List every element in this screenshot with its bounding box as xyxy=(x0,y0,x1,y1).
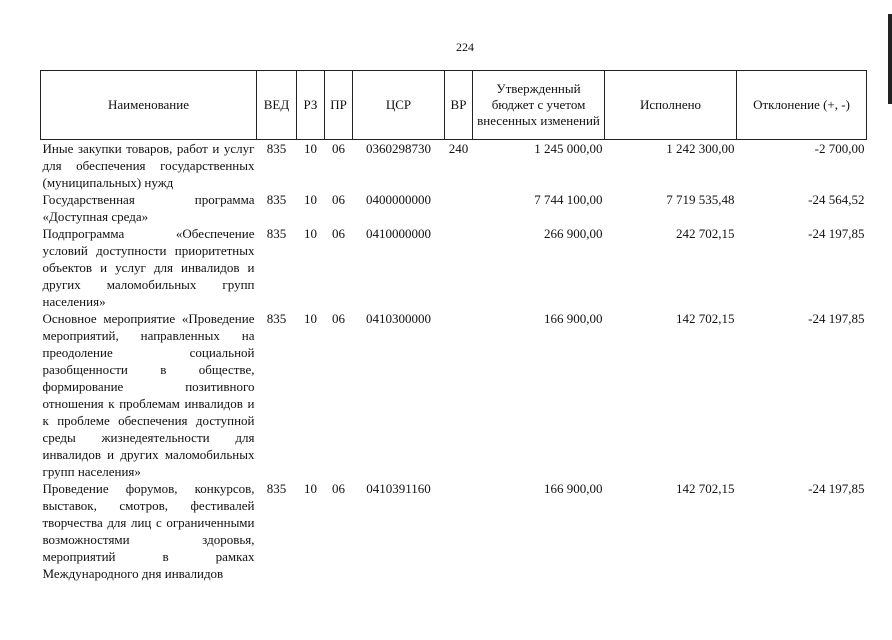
row-vr xyxy=(445,191,473,225)
row-ved: 835 xyxy=(266,192,287,207)
page-edge-mark xyxy=(888,14,892,104)
row-ved: 835 xyxy=(266,311,287,326)
row-executed: 242 702,15 xyxy=(676,226,735,241)
header-name: Наименование xyxy=(41,71,257,140)
row-pr: 06 xyxy=(332,192,345,207)
header-ved: ВЕД xyxy=(257,71,297,140)
row-approved: 1 245 000,00 xyxy=(534,141,603,156)
header-csr: ЦСР xyxy=(353,71,445,140)
row-rz: 10 xyxy=(304,481,317,496)
row-name: Проведение форумов, конкурсов, выставок, смотров, фестивалей творчества для лиц с ограниченными возможностями здоровья, мероприятий в рамках Международного дня инвалидов xyxy=(42,481,255,581)
row-ved: 835 xyxy=(266,481,287,496)
header-vr: ВР xyxy=(445,71,473,140)
row-rz: 10 xyxy=(304,192,317,207)
row-vr xyxy=(445,310,473,480)
row-csr: 0410391160 xyxy=(366,481,431,496)
row-executed: 1 242 300,00 xyxy=(666,141,735,156)
table-row xyxy=(41,310,867,480)
row-approved: 166 900,00 xyxy=(544,481,603,496)
header-approved: Утвержденный бюджет с учетом внесенных изменений xyxy=(473,71,605,140)
row-name: Основное мероприятие «Проведение мероприятий, направленных на преодоление социальной разобщенности в обществе, формирование позитивного отношения к проблемам инвалидов и к проблеме обеспечения доступной среды жизнедеятельности для инвалидов и других маломобильных групп населения» xyxy=(42,311,255,479)
row-deviation: -24 564,52 xyxy=(808,192,865,207)
row-name: Государственная программа «Доступная среда» xyxy=(42,192,255,224)
row-ved: 835 xyxy=(266,141,287,156)
row-csr: 0410300000 xyxy=(366,311,431,326)
row-approved: 166 900,00 xyxy=(544,311,603,326)
table-row xyxy=(41,225,867,310)
row-csr: 0360298730 xyxy=(366,141,431,156)
row-deviation: -2 700,00 xyxy=(814,141,865,156)
table-row xyxy=(41,191,867,225)
header-rz: РЗ xyxy=(297,71,325,140)
row-csr: 0410000000 xyxy=(366,226,431,241)
row-rz: 10 xyxy=(304,141,317,156)
row-deviation: -24 197,85 xyxy=(808,311,865,326)
row-executed: 7 719 535,48 xyxy=(666,192,735,207)
row-name: Подпрограмма «Обеспечение условий доступности приоритетных объектов и услуг для инвалидов и других маломобильных групп населения» xyxy=(42,226,255,309)
row-vr: 240 xyxy=(448,141,469,156)
row-vr xyxy=(445,225,473,310)
header-pr: ПР xyxy=(325,71,353,140)
row-pr: 06 xyxy=(332,311,345,326)
row-deviation: -24 197,85 xyxy=(808,226,865,241)
header-deviation: Отклонение (+, -) xyxy=(737,71,867,140)
row-rz: 10 xyxy=(304,226,317,241)
row-approved: 7 744 100,00 xyxy=(534,192,603,207)
row-pr: 06 xyxy=(332,141,345,156)
row-csr: 0400000000 xyxy=(366,192,431,207)
table-row xyxy=(41,480,867,582)
page-number: 224 xyxy=(456,40,474,54)
row-approved: 266 900,00 xyxy=(544,226,603,241)
row-rz: 10 xyxy=(304,311,317,326)
row-deviation: -24 197,85 xyxy=(808,481,865,496)
row-executed: 142 702,15 xyxy=(676,311,735,326)
row-ved: 835 xyxy=(266,226,287,241)
row-vr xyxy=(445,480,473,582)
header-row xyxy=(41,71,867,140)
header-executed: Исполнено xyxy=(605,71,737,140)
row-pr: 06 xyxy=(332,226,345,241)
row-name: Иные закупки товаров, работ и услуг для обеспечения государственных (муниципальных) нужд xyxy=(42,141,255,190)
row-pr: 06 xyxy=(332,481,345,496)
row-executed: 142 702,15 xyxy=(676,481,735,496)
table-row xyxy=(41,140,867,192)
budget-table xyxy=(40,70,867,582)
